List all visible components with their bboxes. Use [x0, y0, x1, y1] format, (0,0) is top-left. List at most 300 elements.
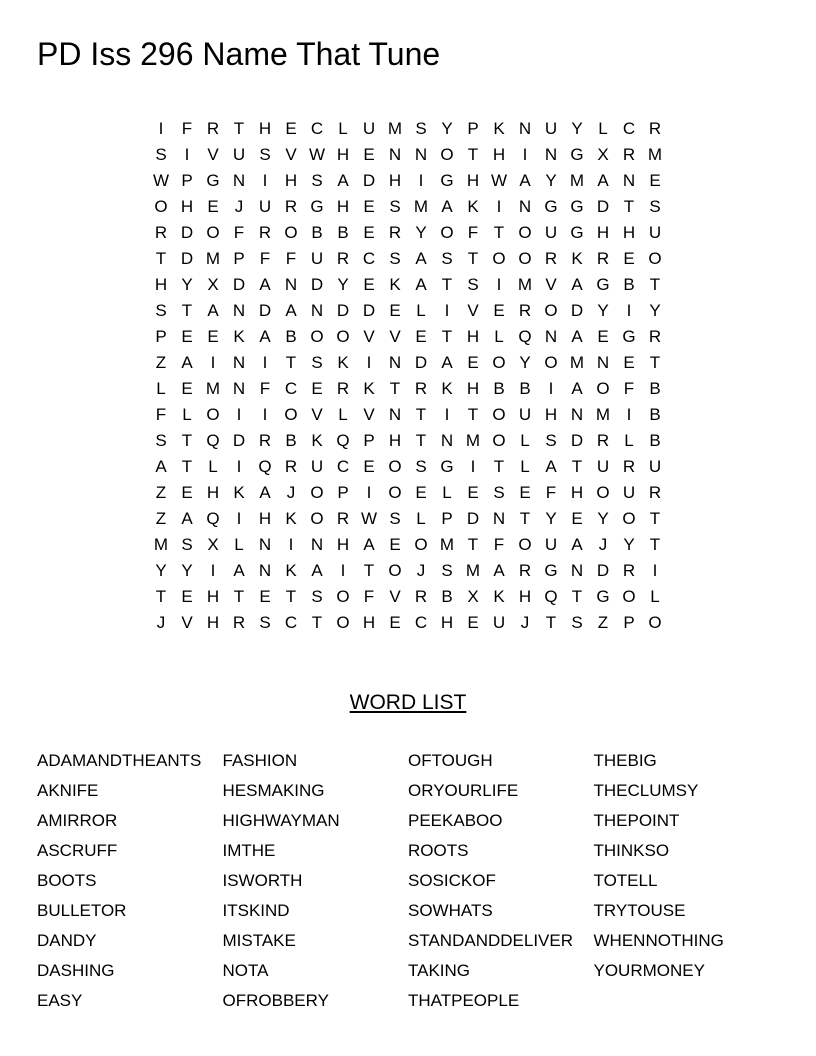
- grid-letter: E: [311, 379, 323, 398]
- letter-grid: [148, 116, 668, 636]
- grid-letter: H: [622, 223, 636, 242]
- grid-letter: H: [180, 197, 194, 216]
- grid-letter: B: [311, 223, 323, 242]
- grid-letter: Y: [519, 353, 531, 372]
- grid-letter: N: [414, 145, 428, 164]
- grid-letter: B: [649, 431, 661, 450]
- grid-letter: M: [465, 431, 481, 450]
- grid-row: [148, 324, 668, 350]
- grid-letter: F: [545, 483, 557, 502]
- grid-letter: E: [597, 327, 609, 346]
- word-item: IMTHE: [222, 841, 276, 860]
- grid-letter: T: [571, 457, 583, 476]
- grid-letter: A: [207, 301, 219, 320]
- grid-letter: O: [544, 301, 558, 320]
- grid-letter: S: [259, 613, 271, 632]
- grid-letter: O: [648, 613, 662, 632]
- grid-letter: I: [262, 171, 268, 190]
- grid-letter: G: [440, 171, 454, 190]
- grid-letter: B: [337, 223, 349, 242]
- grid-letter: O: [492, 249, 506, 268]
- grid-letter: S: [155, 431, 167, 450]
- grid-letter: O: [596, 379, 610, 398]
- grid-letter: E: [389, 535, 401, 554]
- grid-letter: Y: [571, 119, 583, 138]
- grid-letter: G: [622, 327, 636, 346]
- grid-letter: D: [596, 197, 610, 216]
- grid-letter: R: [648, 119, 662, 138]
- grid-letter: R: [648, 327, 662, 346]
- grid-letter: B: [649, 405, 661, 424]
- grid-letter: E: [363, 145, 375, 164]
- grid-letter: I: [288, 535, 294, 554]
- grid-letter: H: [154, 275, 168, 294]
- grid-letter: E: [519, 483, 531, 502]
- grid-letter: P: [363, 431, 375, 450]
- grid-letter: E: [207, 327, 219, 346]
- grid-letter: H: [596, 223, 610, 242]
- grid-letter: R: [284, 197, 298, 216]
- grid-letter: Y: [181, 275, 193, 294]
- word-item: AMIRROR: [37, 811, 118, 830]
- grid-letter: S: [181, 535, 193, 554]
- grid-letter: T: [493, 457, 505, 476]
- grid-letter: O: [492, 431, 506, 450]
- grid-letter: B: [285, 327, 297, 346]
- grid-letter: H: [388, 171, 402, 190]
- grid-letter: A: [259, 275, 271, 294]
- grid-letter: Y: [441, 119, 453, 138]
- grid-letter: Z: [597, 613, 609, 632]
- grid-letter: H: [388, 431, 402, 450]
- grid-letter: D: [232, 275, 246, 294]
- grid-letter: J: [234, 197, 244, 216]
- grid-letter: N: [518, 197, 532, 216]
- grid-letter: L: [650, 587, 660, 606]
- grid-letter: P: [233, 249, 245, 268]
- grid-letter: O: [544, 353, 558, 372]
- grid-letter: S: [571, 613, 583, 632]
- grid-row: [148, 298, 668, 324]
- grid-letter: E: [467, 353, 479, 372]
- grid-letter: K: [233, 483, 245, 502]
- grid-letter: E: [181, 483, 193, 502]
- grid-letter: O: [336, 327, 350, 346]
- grid-letter: M: [205, 249, 221, 268]
- grid-letter: T: [441, 275, 453, 294]
- word-list-heading: WORD LIST: [349, 691, 467, 714]
- grid-letter: T: [467, 405, 479, 424]
- grid-letter: T: [441, 327, 453, 346]
- grid-letter: H: [518, 587, 532, 606]
- word-item: BOOTS: [37, 871, 97, 890]
- grid-letter: O: [310, 483, 324, 502]
- grid-letter: L: [234, 535, 244, 554]
- grid-letter: D: [310, 275, 324, 294]
- grid-letter: N: [388, 145, 402, 164]
- grid-letter: A: [311, 561, 323, 580]
- grid-letter: R: [284, 457, 298, 476]
- grid-letter: I: [496, 275, 502, 294]
- word-column: [408, 746, 594, 1016]
- grid-row: [148, 402, 668, 428]
- grid-letter: E: [181, 379, 193, 398]
- grid-letter: S: [311, 353, 323, 372]
- grid-letter: O: [154, 197, 168, 216]
- grid-letter: V: [207, 145, 219, 164]
- grid-letter: O: [596, 483, 610, 502]
- grid-row: [148, 350, 668, 376]
- grid-letter: O: [622, 509, 636, 528]
- grid-letter: A: [415, 275, 427, 294]
- grid-letter: I: [626, 405, 632, 424]
- grid-letter: O: [388, 483, 402, 502]
- grid-letter: E: [363, 223, 375, 242]
- grid-letter: N: [232, 301, 246, 320]
- word-item: FASHION: [222, 751, 298, 770]
- grid-letter: H: [440, 613, 454, 632]
- grid-letter: E: [415, 483, 427, 502]
- grid-letter: T: [649, 275, 661, 294]
- grid-letter: W: [360, 509, 378, 528]
- grid-letter: H: [492, 145, 506, 164]
- grid-letter: A: [441, 353, 453, 372]
- grid-letter: I: [236, 405, 242, 424]
- grid-letter: T: [649, 353, 661, 372]
- grid-letter: K: [493, 587, 505, 606]
- grid-letter: U: [518, 405, 532, 424]
- grid-letter: N: [258, 535, 272, 554]
- grid-letter: S: [649, 197, 661, 216]
- grid-letter: A: [415, 249, 427, 268]
- grid-letter: T: [493, 223, 505, 242]
- grid-letter: O: [206, 223, 220, 242]
- grid-letter: T: [649, 535, 661, 554]
- grid-letter: H: [206, 587, 220, 606]
- grid-letter: A: [233, 561, 245, 580]
- grid-letter: G: [544, 561, 558, 580]
- grid-letter: M: [647, 145, 663, 164]
- grid-letter: N: [492, 509, 506, 528]
- grid-letter: A: [363, 535, 375, 554]
- grid-letter: T: [233, 587, 245, 606]
- grid-letter: R: [232, 613, 246, 632]
- grid-letter: T: [519, 509, 531, 528]
- grid-letter: A: [337, 171, 349, 190]
- grid-letter: N: [570, 561, 584, 580]
- grid-letter: D: [362, 171, 376, 190]
- grid-letter: T: [233, 119, 245, 138]
- grid-letter: U: [544, 535, 558, 554]
- grid-letter: R: [596, 431, 610, 450]
- grid-letter: D: [232, 431, 246, 450]
- grid-letter: H: [336, 197, 350, 216]
- grid-letter: I: [236, 457, 242, 476]
- grid-letter: X: [467, 587, 479, 606]
- word-item: OFTOUGH: [408, 751, 493, 770]
- grid-letter: O: [518, 535, 532, 554]
- grid-letter: R: [206, 119, 220, 138]
- word-item: AKNIFE: [37, 781, 99, 800]
- grid-letter: O: [492, 405, 506, 424]
- grid-letter: R: [518, 561, 532, 580]
- grid-letter: D: [570, 431, 584, 450]
- grid-letter: J: [156, 613, 166, 632]
- grid-letter: T: [467, 535, 479, 554]
- grid-letter: C: [310, 119, 324, 138]
- grid-letter: N: [310, 301, 324, 320]
- grid-letter: U: [310, 457, 324, 476]
- grid-letter: W: [490, 171, 508, 190]
- grid-letter: M: [569, 353, 585, 372]
- word-item: TRYTOUSE: [593, 901, 686, 920]
- grid-letter: S: [441, 249, 453, 268]
- grid-letter: A: [285, 301, 297, 320]
- grid-letter: E: [389, 613, 401, 632]
- grid-letter: O: [622, 587, 636, 606]
- grid-letter: H: [258, 509, 272, 528]
- grid-letter: U: [492, 613, 506, 632]
- grid-letter: S: [155, 145, 167, 164]
- grid-letter: T: [363, 561, 375, 580]
- grid-letter: I: [548, 379, 554, 398]
- grid-letter: M: [595, 405, 611, 424]
- word-item: TOTELL: [593, 871, 658, 890]
- word-item: BULLETOR: [37, 901, 127, 920]
- grid-letter: U: [596, 457, 610, 476]
- grid-letter: B: [285, 431, 297, 450]
- grid-letter: D: [336, 301, 350, 320]
- grid-letter: M: [517, 275, 533, 294]
- grid-letter: T: [155, 587, 167, 606]
- word-column: [594, 746, 780, 1016]
- word-list: [37, 746, 797, 1016]
- grid-letter: E: [467, 483, 479, 502]
- grid-row: [148, 194, 668, 220]
- grid-row: [148, 116, 668, 142]
- grid-letter: W: [152, 171, 170, 190]
- grid-letter: T: [155, 249, 167, 268]
- grid-letter: H: [284, 171, 298, 190]
- grid-letter: B: [519, 379, 531, 398]
- grid-letter: K: [441, 379, 453, 398]
- grid-letter: A: [155, 457, 167, 476]
- grid-letter: N: [544, 145, 558, 164]
- grid-letter: V: [311, 405, 323, 424]
- grid-letter: I: [470, 457, 476, 476]
- word-item: ITSKIND: [222, 901, 290, 920]
- grid-letter: D: [414, 353, 428, 372]
- grid-letter: O: [648, 249, 662, 268]
- grid-letter: E: [415, 327, 427, 346]
- grid-letter: F: [623, 379, 635, 398]
- grid-letter: T: [571, 587, 583, 606]
- grid-letter: G: [440, 457, 454, 476]
- grid-letter: H: [570, 483, 584, 502]
- grid-letter: G: [570, 145, 584, 164]
- grid-letter: V: [181, 613, 193, 632]
- word-item: DASHING: [37, 961, 115, 980]
- grid-letter: O: [284, 223, 298, 242]
- grid-letter: D: [596, 561, 610, 580]
- grid-letter: V: [389, 587, 401, 606]
- grid-letter: H: [466, 171, 480, 190]
- grid-letter: R: [336, 379, 350, 398]
- grid-letter: O: [336, 613, 350, 632]
- grid-letter: O: [518, 223, 532, 242]
- grid-row: [148, 480, 668, 506]
- grid-letter: P: [155, 327, 167, 346]
- grid-letter: E: [649, 171, 661, 190]
- grid-letter: H: [336, 145, 350, 164]
- grid-letter: P: [181, 171, 193, 190]
- grid-letter: A: [545, 457, 557, 476]
- grid-letter: C: [622, 119, 636, 138]
- grid-row: [148, 428, 668, 454]
- grid-letter: A: [571, 275, 583, 294]
- grid-letter: T: [545, 613, 557, 632]
- grid-letter: T: [285, 587, 297, 606]
- grid-letter: B: [441, 587, 453, 606]
- grid-letter: L: [520, 457, 530, 476]
- grid-letter: R: [622, 457, 636, 476]
- grid-letter: N: [232, 379, 246, 398]
- grid-letter: I: [522, 145, 528, 164]
- grid-letter: F: [155, 405, 167, 424]
- grid-letter: P: [441, 509, 453, 528]
- grid-letter: S: [415, 119, 427, 138]
- grid-letter: Y: [181, 561, 193, 580]
- grid-letter: O: [284, 405, 298, 424]
- grid-letter: O: [518, 249, 532, 268]
- page-title: PD Iss 296 Name That Tune: [37, 36, 441, 72]
- grid-letter: H: [258, 119, 272, 138]
- grid-letter: G: [570, 197, 584, 216]
- grid-letter: A: [259, 483, 271, 502]
- grid-letter: A: [181, 509, 193, 528]
- grid-letter: S: [311, 587, 323, 606]
- grid-letter: E: [467, 613, 479, 632]
- grid-letter: A: [571, 535, 583, 554]
- grid-letter: G: [206, 171, 220, 190]
- grid-letter: U: [648, 223, 662, 242]
- grid-letter: W: [308, 145, 326, 164]
- word-item: THINKSO: [593, 841, 670, 860]
- word-item: THEBIG: [593, 751, 657, 770]
- grid-letter: N: [570, 405, 584, 424]
- grid-letter: E: [363, 457, 375, 476]
- grid-letter: H: [362, 613, 376, 632]
- grid-letter: O: [310, 327, 324, 346]
- grid-letter: Y: [597, 301, 609, 320]
- word-item: ASCRUFF: [37, 841, 118, 860]
- grid-letter: T: [181, 431, 193, 450]
- grid-letter: Y: [597, 509, 609, 528]
- grid-letter: E: [181, 327, 193, 346]
- grid-letter: R: [414, 587, 428, 606]
- grid-letter: Z: [155, 509, 167, 528]
- grid-letter: S: [311, 171, 323, 190]
- word-item: DANDY: [37, 931, 97, 950]
- grid-letter: J: [598, 535, 608, 554]
- grid-letter: J: [416, 561, 426, 580]
- grid-letter: U: [622, 483, 636, 502]
- grid-letter: T: [389, 379, 401, 398]
- grid-letter: C: [362, 249, 376, 268]
- grid-letter: U: [258, 197, 272, 216]
- grid-letter: S: [441, 561, 453, 580]
- grid-letter: V: [467, 301, 479, 320]
- grid-letter: L: [416, 509, 426, 528]
- grid-letter: Y: [415, 223, 427, 242]
- grid-letter: J: [520, 613, 530, 632]
- grid-letter: N: [388, 353, 402, 372]
- word-item: SOWHATS: [408, 901, 493, 920]
- grid-letter: O: [206, 405, 220, 424]
- grid-letter: D: [362, 301, 376, 320]
- grid-letter: V: [389, 327, 401, 346]
- grid-letter: N: [518, 119, 532, 138]
- grid-letter: G: [310, 197, 324, 216]
- grid-letter: L: [442, 483, 452, 502]
- grid-letter: I: [262, 353, 268, 372]
- grid-letter: O: [440, 145, 454, 164]
- grid-letter: L: [494, 327, 504, 346]
- grid-letter: G: [544, 197, 558, 216]
- grid-letter: Z: [155, 483, 167, 502]
- grid-letter: H: [206, 483, 220, 502]
- grid-letter: T: [181, 301, 193, 320]
- word-item: PEEKABOO: [408, 811, 503, 830]
- grid-letter: F: [181, 119, 193, 138]
- word-column: [37, 746, 223, 1016]
- grid-letter: U: [310, 249, 324, 268]
- grid-letter: E: [259, 587, 271, 606]
- grid-row: [148, 610, 668, 636]
- grid-letter: E: [207, 197, 219, 216]
- grid-letter: H: [544, 405, 558, 424]
- grid-letter: F: [285, 249, 297, 268]
- grid-letter: N: [544, 327, 558, 346]
- grid-letter: R: [414, 379, 428, 398]
- grid-letter: L: [416, 301, 426, 320]
- grid-letter: N: [258, 561, 272, 580]
- grid-letter: A: [493, 561, 505, 580]
- grid-letter: O: [388, 561, 402, 580]
- grid-letter: R: [258, 223, 272, 242]
- grid-letter: G: [596, 275, 610, 294]
- grid-letter: X: [207, 275, 219, 294]
- grid-letter: R: [336, 249, 350, 268]
- word-item: THATPEOPLE: [408, 991, 520, 1010]
- grid-letter: S: [155, 301, 167, 320]
- grid-letter: Y: [337, 275, 349, 294]
- grid-row: [148, 506, 668, 532]
- grid-letter: T: [623, 197, 635, 216]
- grid-letter: C: [336, 457, 350, 476]
- grid-letter: C: [284, 613, 298, 632]
- grid-letter: S: [493, 483, 505, 502]
- word-item: HIGHWAYMAN: [222, 811, 340, 830]
- grid-letter: D: [466, 509, 480, 528]
- word-item: ADAMANDTHEANTS: [37, 751, 202, 770]
- grid-letter: L: [598, 119, 608, 138]
- grid-letter: U: [362, 119, 376, 138]
- grid-letter: V: [363, 327, 375, 346]
- grid-letter: S: [467, 275, 479, 294]
- grid-letter: T: [467, 249, 479, 268]
- grid-row: [148, 532, 668, 558]
